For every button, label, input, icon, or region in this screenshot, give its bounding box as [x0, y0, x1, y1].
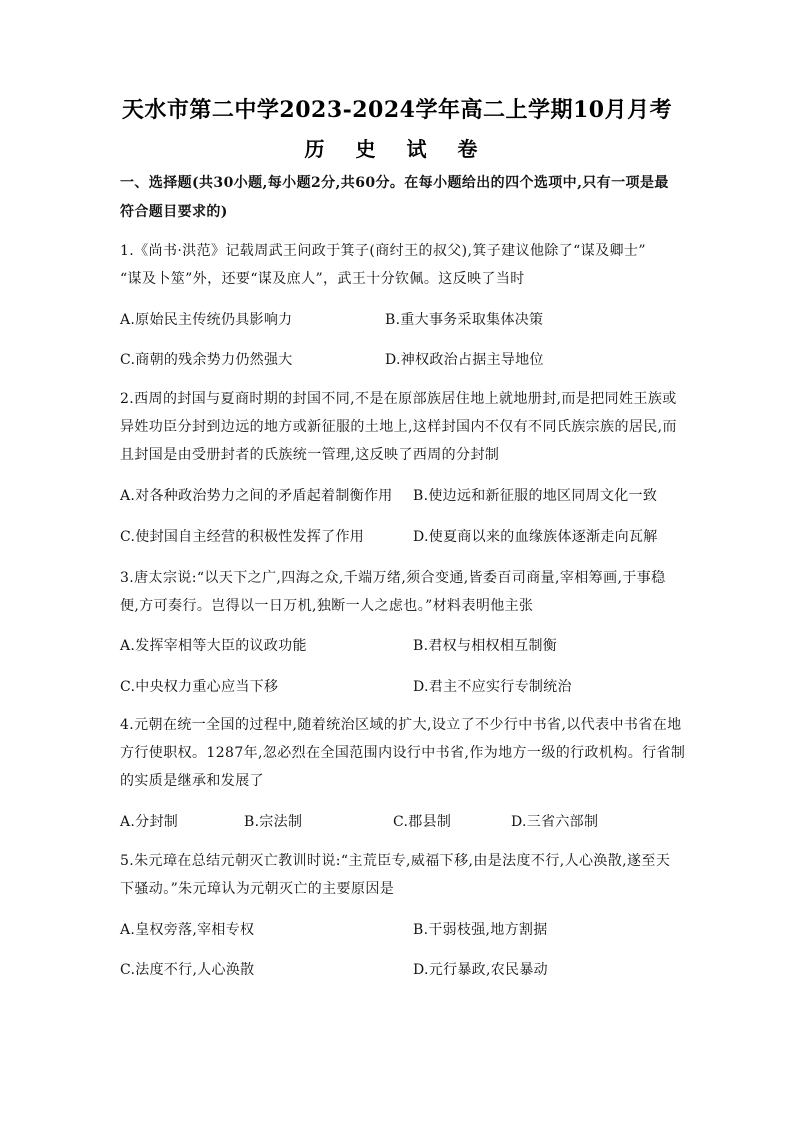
option-c: C.郡县制 [393, 814, 452, 830]
question-text-line: 2.西周的封国与夏商时期的封国不同,不是在原部族居住地上就地册封,而是把同姓王族或 [120, 391, 677, 407]
option-d: D.君主不应实行专制统治 [413, 679, 572, 695]
option-a: A.皇权旁落,宰相专权 [120, 922, 255, 938]
option-c: C.使封国自主经营的积极性发挥了作用 [120, 529, 365, 545]
option-a: A.发挥宰相等大臣的议政功能 [120, 638, 307, 654]
option-c: C.法度不行,人心涣散 [120, 962, 255, 978]
option-a: A.原始民主传统仍具影响力 [120, 312, 293, 328]
question-text-line: 5.朱元璋在总结元朝灭亡教训时说:“主荒臣专,威福下移,由是法度不行,人心涣散,遂至天 [120, 853, 671, 869]
exam-title: 天水市第二中学2023-2024学年高二上学期10月月考 [121, 97, 673, 123]
question-text-line: 的实质是继承和发展了 [120, 773, 264, 789]
option-c: C.商朝的残余势力仍然强大 [120, 352, 293, 368]
question-text-line: 1.《尚书·洪范》记载周武王问政于箕子(商纣王的叔父),箕子建议他除了“谋及卿士” [120, 243, 646, 259]
option-b: B.君权与相权相互制衡 [413, 638, 558, 654]
option-b: B.使边远和新征服的地区同周文化一致 [413, 488, 658, 504]
question-text-line: “谋及卜筮”外，还要“谋及庶人”，武王十分钦佩。这反映了当时 [120, 271, 525, 287]
option-b: B.干弱枝强,地方割据 [413, 922, 548, 938]
section-instruction-line-2: 符合题目要求的) [120, 204, 228, 220]
option-a: A.分封制 [120, 814, 179, 830]
question-text-line: 异姓功臣分封到边远的地方或新征服的土地上,这样封国内不仅有不同氏族宗族的居民,而 [120, 419, 677, 435]
option-b: B.重大事务采取集体决策 [385, 312, 544, 328]
question-text-line: 下骚动。”朱元璋认为元朝灭亡的主要原因是 [120, 881, 395, 897]
exam-subtitle: 历 史 试 卷 [304, 137, 490, 161]
question-text-line: 4.元朝在统一全国的过程中,随着统治区域的扩大,设立了不少行中书省,以代表中书省在地 [120, 717, 682, 733]
option-d: D.元行暴政,农民暴动 [413, 962, 548, 978]
option-b: B.宗法制 [244, 814, 303, 830]
question-text-line: 且封国是由受册封者的氏族统一管理,这反映了西周的分封制 [120, 447, 500, 463]
option-d: D.三省六部制 [511, 814, 599, 830]
option-a: A.对各种政治势力之间的矛盾起着制衡作用 [120, 488, 393, 504]
option-c: C.中央权力重心应当下移 [120, 679, 279, 695]
question-text-line: 便,方可奏行。岂得以一日万机,独断一人之虑也。”材料表明他主张 [120, 598, 534, 614]
option-d: D.使夏商以来的血缘族体逐渐走向瓦解 [413, 529, 658, 545]
question-text-line: 方行使职权。1287年,忽必烈在全国范围内设行中书省,作为地方一级的行政机构。行省制 [120, 745, 686, 761]
option-d: D.神权政治占据主导地位 [385, 352, 544, 368]
question-text-line: 3.唐太宗说:“以天下之广,四海之众,千端万绪,须合变通,皆委百司商量,宰相筹画,于事稳 [120, 570, 666, 586]
section-instruction-line-1: 一、选择题(共30小题,每小题2分,共60分。在每小题给出的四个选项中,只有一项是最 [120, 175, 669, 191]
